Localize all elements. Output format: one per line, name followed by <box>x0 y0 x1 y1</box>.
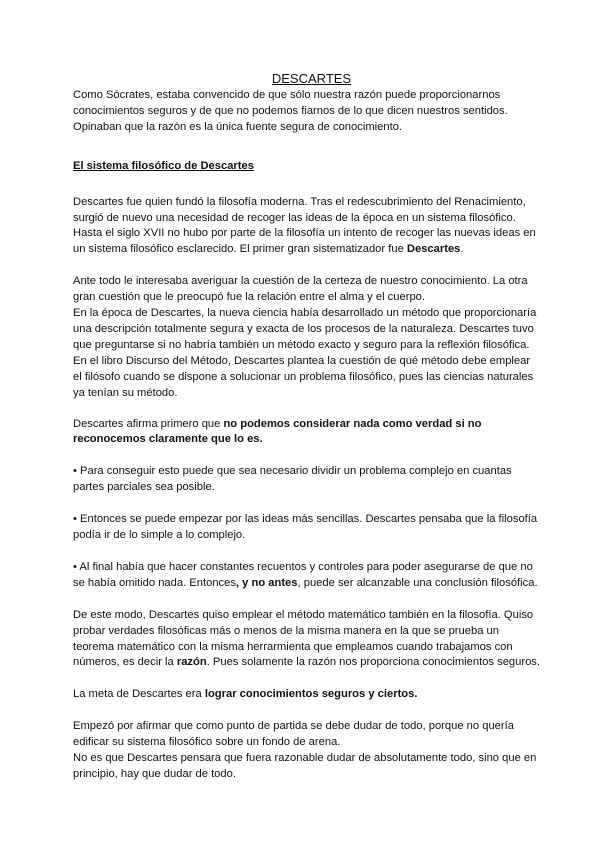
paragraph-end: . Pues solamente la razón nos proporciona conocimientos seguros. <box>206 656 541 669</box>
paragraph-text: Descartes fue quien fundó la filosofía moderna. Tras el redescubrimiento del Renacimiento, surgió de nuevo una necesidad de recoger las ideas de la época en un sistema filosófico. Hasta el siglo XVII no hubo por parte de la filosofía un intento de recoger las nuevas ideas en un sistema filosófico esclarecido. El primer gran sistematizador fue <box>73 195 536 256</box>
paragraph-founder <box>73 195 540 259</box>
paragraph-goal <box>73 687 540 703</box>
bold-text: no podemos considerar nada como verdad si no reconocemos claramente que lo es. <box>73 417 482 446</box>
paragraph-line: Ante todo le interesaba averiguar la cuestión de la certeza de nuestro conocimiento. La otra gran cuestión que le preocupó fue la relación entre el alma y el cuerpo. <box>73 275 528 304</box>
bold-text: razón <box>176 656 207 669</box>
paragraph-text: La meta de Descartes era <box>73 688 205 701</box>
paragraph-truth-rule <box>73 417 540 449</box>
paragraph-line: Empezó por afirmar que como punto de partida se debe dudar de todo, porque no quería edificar su sistema filosófico sobre un fondo de arena. <box>73 720 514 749</box>
paragraph-certainty <box>73 274 540 401</box>
intro-paragraph: Como Sócrates, estaba convencido de que sólo nuestra razón puede proporcionarnos conocimientos seguros y de que no podemos fiarnos de lo que dicen nuestros sentidos. Opinaban que la razón es la única fuente segura de conocimiento. <box>73 89 508 133</box>
bullet-item: • Entonces se puede empezar por las ideas más sencillas. Descartes pensaba que la filosofía podía ir de lo simple a lo complejo. <box>73 513 538 542</box>
paragraph-end: . <box>460 243 464 256</box>
paragraph-math-method <box>73 608 540 672</box>
bold-text: Descartes <box>406 243 461 256</box>
bullet-item <box>73 560 540 592</box>
paragraph-line: En la época de Descartes, la nueva ciencia había desarrollado un método que proporcionaría una descripción totalmente segura y exacta de los procesos de la naturaleza. Descartes tuvo que preguntarse si no habría también un método exacto y seguro para la reflexión filosófica. <box>73 307 537 351</box>
bullet-text: • Al final había que hacer constantes recuentos y controles para poder asegurarse de que no se había omitido nada. Entonces <box>73 560 533 589</box>
bullet-end: , puede ser alcanzable una conclusión filosófica. <box>297 576 538 589</box>
paragraph-text: Descartes afirma primero que <box>73 417 224 430</box>
bold-text: , y no antes <box>235 576 298 589</box>
page-title: DESCARTES <box>271 71 352 86</box>
paragraph-doubt <box>73 719 540 783</box>
paragraph-text: De este modo, Descartes quiso emplear el método matemático también en la filosofía. Quiso probar verdades filosóficas más o menos de la misma manera en la que se prueba un teorema matemático con la misma herrarmienta que empleamos cuando trabajamos con números, es decir la <box>73 608 534 669</box>
paragraph-line: No es que Descartes pensara que fuera razonable dudar de absolutamente todo, sino que en principio, hay que dudar de todo. <box>73 752 537 780</box>
bullet-item: • Para conseguir esto puede que sea necesario dividir un problema complejo en cuantas partes parciales sea posible. <box>73 465 512 494</box>
bold-text: lograr conocimientos seguros y ciertos. <box>204 688 418 701</box>
paragraph-line: En el libro Discurso del Método, Descartes plantea la cuestión de qué método debe emplear el filósofo cuando se dispone a solucionar un problema filosófico, pues las ciencias naturales ya tenían su método. <box>73 354 534 399</box>
section-heading: El sistema filosófico de Descartes <box>73 159 254 172</box>
